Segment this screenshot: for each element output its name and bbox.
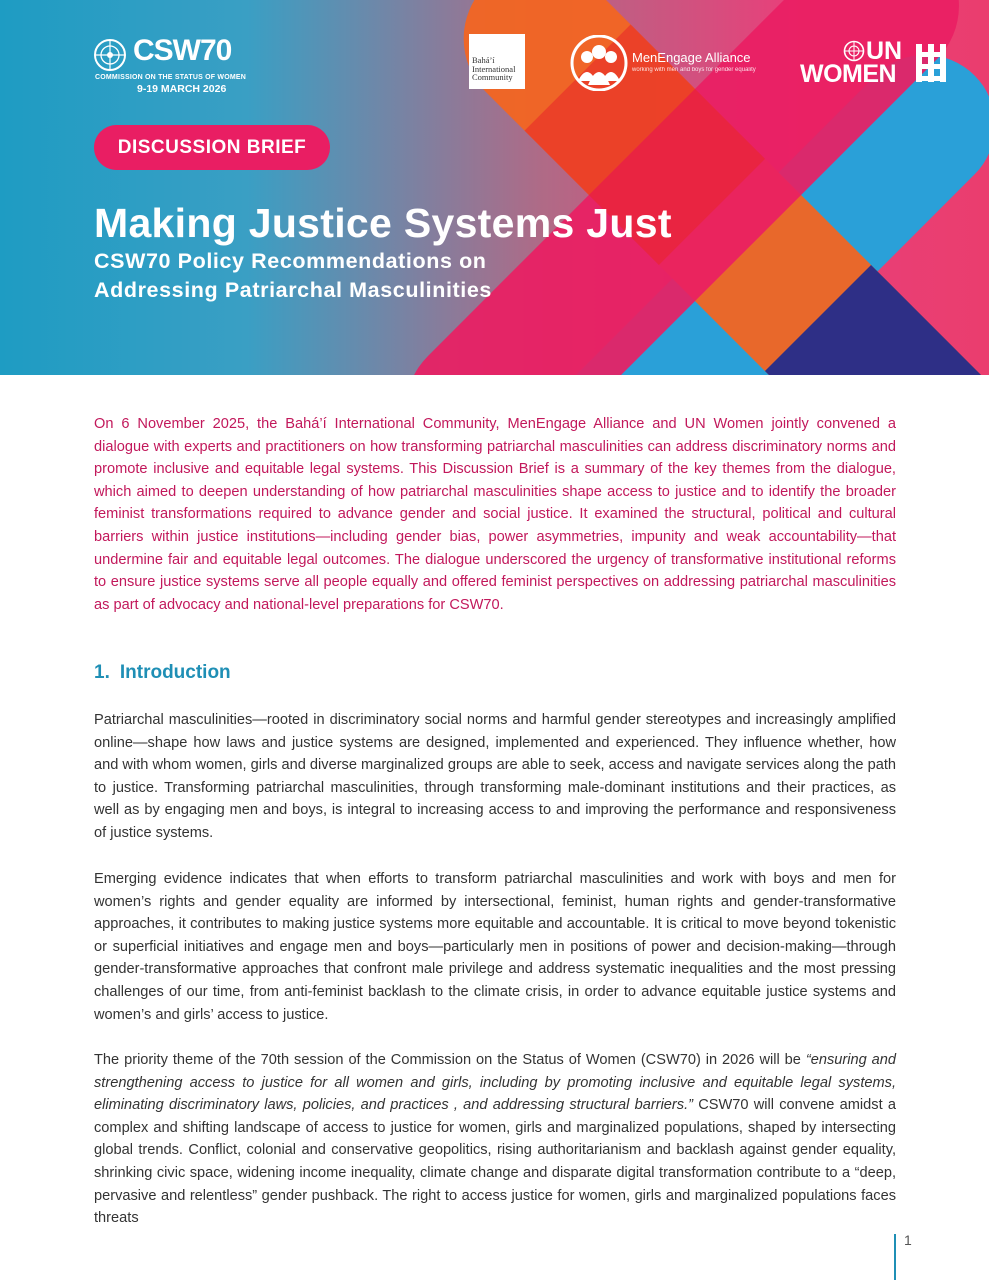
csw70-title: CSW70 bbox=[133, 34, 232, 67]
page-number: 1 bbox=[904, 1232, 912, 1248]
cover-header bbox=[0, 0, 989, 375]
bic-logo bbox=[469, 34, 525, 89]
section-heading-introduction bbox=[94, 662, 231, 684]
paragraph-text: The priority theme of the 70th session of the Commission on the Status of Women (CSW70) in 2026 will be bbox=[94, 1052, 806, 1068]
un-women-symbol-icon bbox=[914, 42, 948, 84]
menengage-name: MenEngage Alliance bbox=[632, 50, 751, 65]
body-paragraph: Patriarchal masculinities—rooted in discriminatory social norms and harmful gender stereotypes and increasingly amplified online—shape how laws and justice systems are designed, implemented and experienced. They influence whether, how and with whom women, girls and diverse marginalized groups are able to seek, access and navigate services along the path to justice. Transforming patriarchal masculinities, through transforming male-dominant institutions and their practices, as well as by engaging men and boys, is integral to increasing access to and improving the performance and responsiveness of justice systems. bbox=[94, 712, 896, 841]
body-paragraph: Emerging evidence indicates that when efforts to transform patriarchal masculinities and work with boys and men for women’s rights and gender equality are informed by intersectional, feminist, human rights and gender-transformative approaches, it contributes to making justice systems more equitable and accountable. It is critical to move beyond tokenistic or superficial initiatives and engage men and boys—particularly men in positions of power and decision-making—through gender-transformative approaches that confront male privilege and address systematic inequalities and the most pressing challenges of our time, from anti-feminist backlash to the climate crisis, in order to advance equitable justice systems and women’s and girls’ access to justice. bbox=[94, 871, 896, 1023]
bic-logo-line: Community bbox=[472, 72, 513, 82]
csw70-dates: 9-19 MARCH 2026 bbox=[137, 83, 227, 95]
un-globe-icon bbox=[93, 38, 127, 72]
section-title: Introduction bbox=[119, 662, 231, 683]
bic-logo-line: International bbox=[472, 63, 516, 74]
section-number: 1. bbox=[94, 662, 110, 683]
discussion-brief-badge: DISCUSSION BRIEF bbox=[94, 125, 330, 170]
menengage-tagline: working with men and boys for gender equality bbox=[632, 67, 756, 73]
page-number-divider bbox=[894, 1234, 896, 1280]
un-women-line-women: WOMEN bbox=[800, 60, 897, 88]
document-subtitle-line: Addressing Patriarchal Masculinities bbox=[94, 278, 492, 302]
un-women-line-un: UN bbox=[866, 37, 903, 65]
menengage-people-icon bbox=[570, 35, 628, 91]
bic-logo-line: Bahá’í bbox=[472, 55, 495, 65]
document-title: Making Justice Systems Just bbox=[94, 200, 672, 246]
body-paragraph bbox=[94, 1049, 896, 1230]
document-subtitle bbox=[94, 247, 492, 305]
priority-theme-quote: “ensuring and strengthening access to justice for all women and girls, including by promoting inclusive and equitable legal systems, eliminating discriminatory laws, policies, and practices , and addressing structural barriers.” bbox=[94, 1052, 896, 1114]
csw70-subtitle: COMMISSION ON THE STATUS OF WOMEN bbox=[95, 74, 247, 81]
paragraph-text: CSW70 will convene amidst a complex and shifting landscape of access to justice for women, girls and marginalized populations, shaped by intersecting global trends. Conflict, colonial and conservative geopolitics, rising authoritarianism and backlash against gender equality, shrinking civic space, widening income inequality, climate change and disparate digital transformation contribute to a “deep, pervasive and relentless” gender pushback. The right to access justice for women, girls and marginalized populations faces threats bbox=[94, 1097, 896, 1227]
un-emblem-icon bbox=[843, 40, 865, 62]
document-subtitle-line: CSW70 Policy Recommendations on bbox=[94, 249, 487, 273]
intro-summary: On 6 November 2025, the Bahá’í International Community, MenEngage Alliance and UN Women jointly convened a dialogue with experts and practitioners on how transforming patriarchal masculinities can address discriminatory norms and promote inclusive and equitable legal systems. This Discussion Brief is a summary of the key themes from the dialogue, which aimed to deepen understanding of how patriarchal masculinities shape access to justice and to identify the broader feminist transformations required to advance gender and social justice. It examined the structural, political and cultural barriers within justice institutions—including gender bias, power asymmetries, impunity and weak accountability—that undermine fair and equitable legal outcomes. The dialogue underscored the urgency of transformative institutional reforms to ensure justice systems serve all people equally and offered feminist perspectives on addressing patriarchal masculinities as part of advocacy and national-level preparations for CSW70. bbox=[94, 416, 896, 613]
